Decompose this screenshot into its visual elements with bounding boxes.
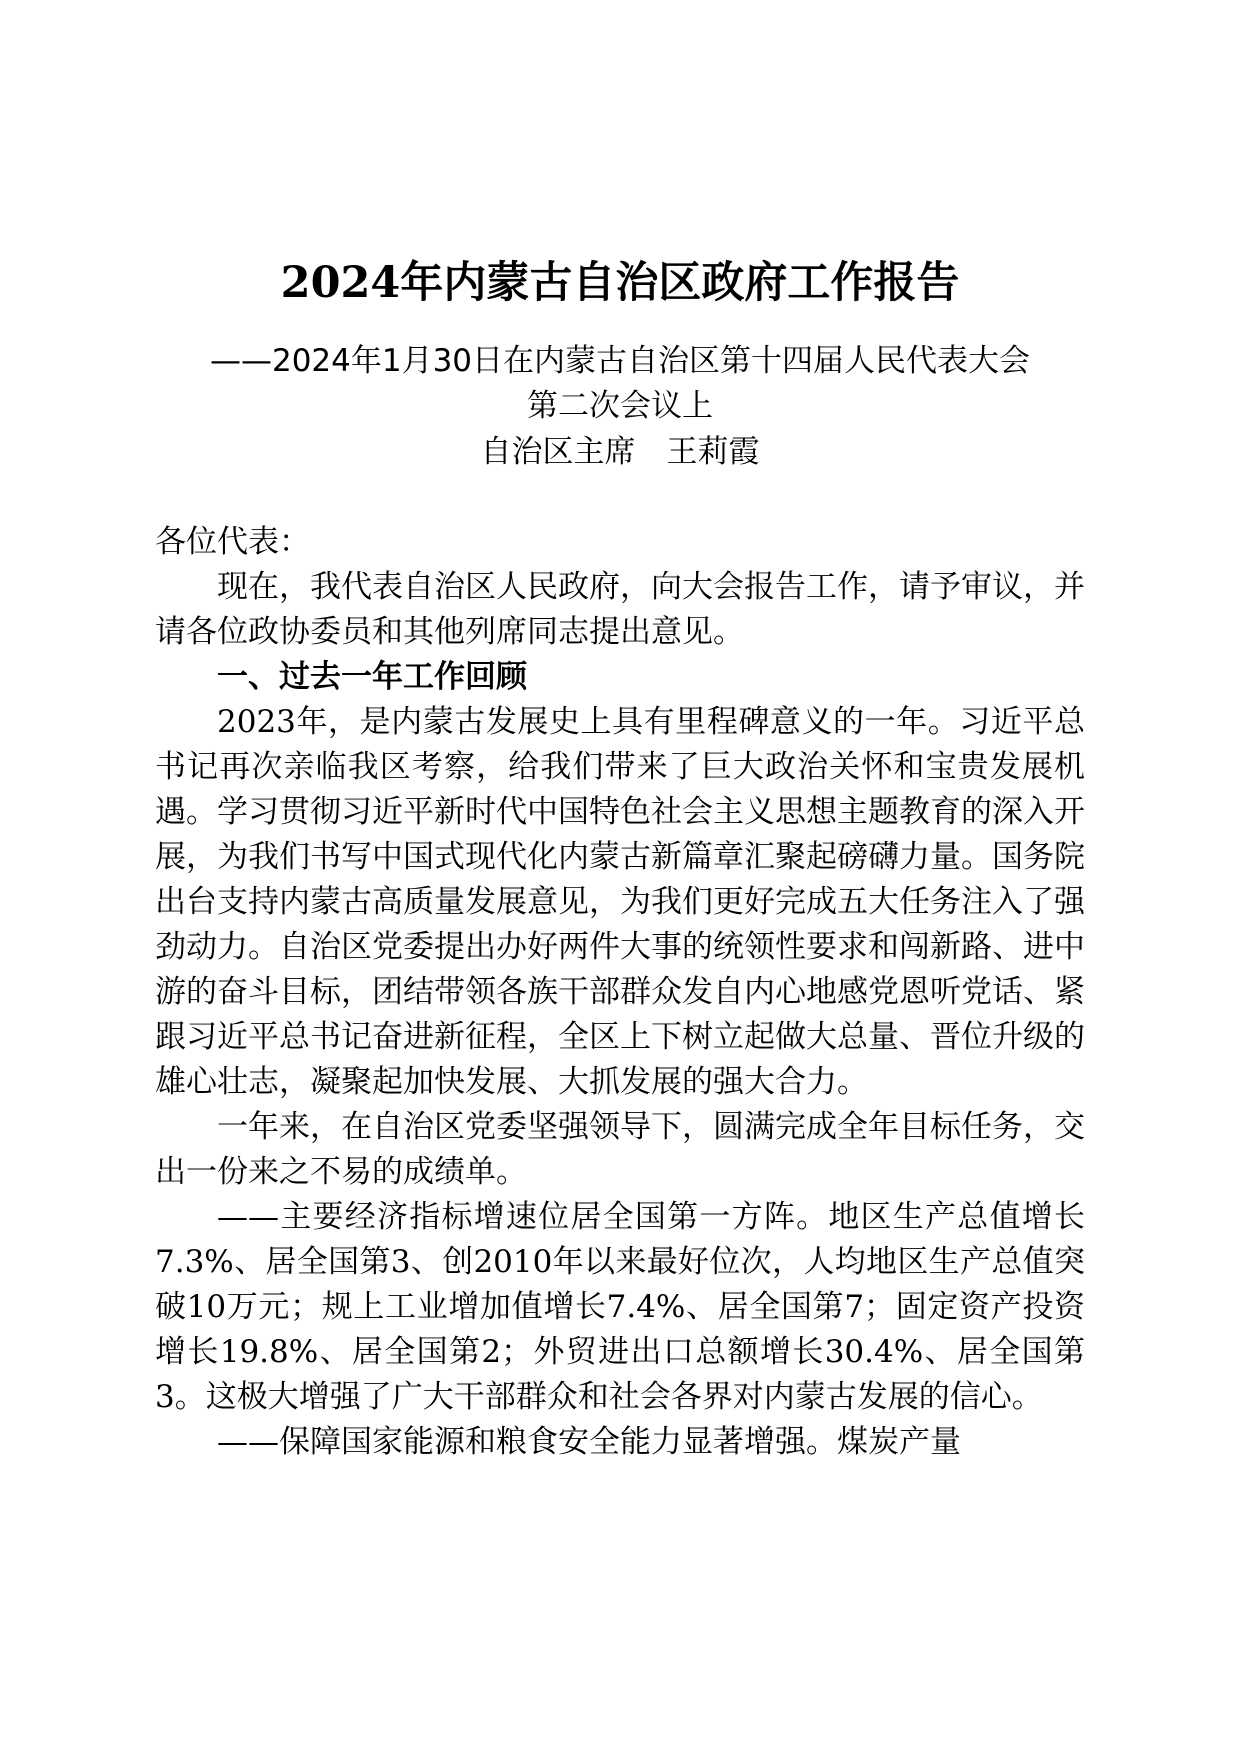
document-body — [155, 520, 1085, 1465]
section-heading: 一、过去一年工作回顾 — [217, 659, 527, 695]
paragraph-review-2023: 2023年，是内蒙古发展史上具有里程碑意义的一年。习近平总书记再次亲临我区考察，给我们带来了巨大政治关怀和宝贵发展机遇。学习贯彻习近平新时代中国特色社会主义思想主题教育的深入开展，为我们书写中国式现代化内蒙古新篇章汇聚起磅礴力量。国务院出台支持内蒙古高质量发展意见，为我们更好完成五大任务注入了强劲动力。自治区党委提出办好两件大事的统领性要求和闯新路、进中游的奋斗目标，团结带领各族干部群众发自内心地感党恩听党话、紧跟习近平总书记奋进新征程，全区上下树立起做大总量、晋位升级的雄心壮志，凝聚起加快发展、大抓发展的强大合力。 — [155, 704, 1085, 1100]
paragraph-year-summary: 一年来，在自治区党委坚强领导下，圆满完成全年目标任务，交出一份来之不易的成绩单。 — [155, 1109, 1085, 1190]
document-subtitle-line1: ——2024年1月30日在内蒙古自治区第十四届人民代表大会 — [209, 343, 1031, 379]
salutation: 各位代表： — [155, 524, 310, 560]
paragraph-opening: 现在，我代表自治区人民政府，向大会报告工作，请予审议，并请各位政协委员和其他列席同志提出意见。 — [155, 569, 1085, 650]
paragraph-energy-food-security: ——保障国家能源和粮食安全能力显著增强。煤炭产量 — [217, 1424, 961, 1460]
document-author: 自治区主席 王莉霞 — [480, 434, 760, 470]
paragraph-economic-indicators: ——主要经济指标增速位居全国第一方阵。地区生产总值增长7.3%、居全国第3、创2010年以来最好位次，人均地区生产总值突破10万元；规上工业增加值增长7.4%、居全国第7；固定资产投资增长19.8%、居全国第2；外贸进出口总额增长30.4%、居全国第3。这极大增强了广大干部群众和社会各界对内蒙古发展的信心。 — [155, 1199, 1085, 1415]
document-title: 2024年内蒙古自治区政府工作报告 — [280, 258, 960, 308]
document-subtitle-line2: 第二次会议上 — [527, 388, 713, 424]
